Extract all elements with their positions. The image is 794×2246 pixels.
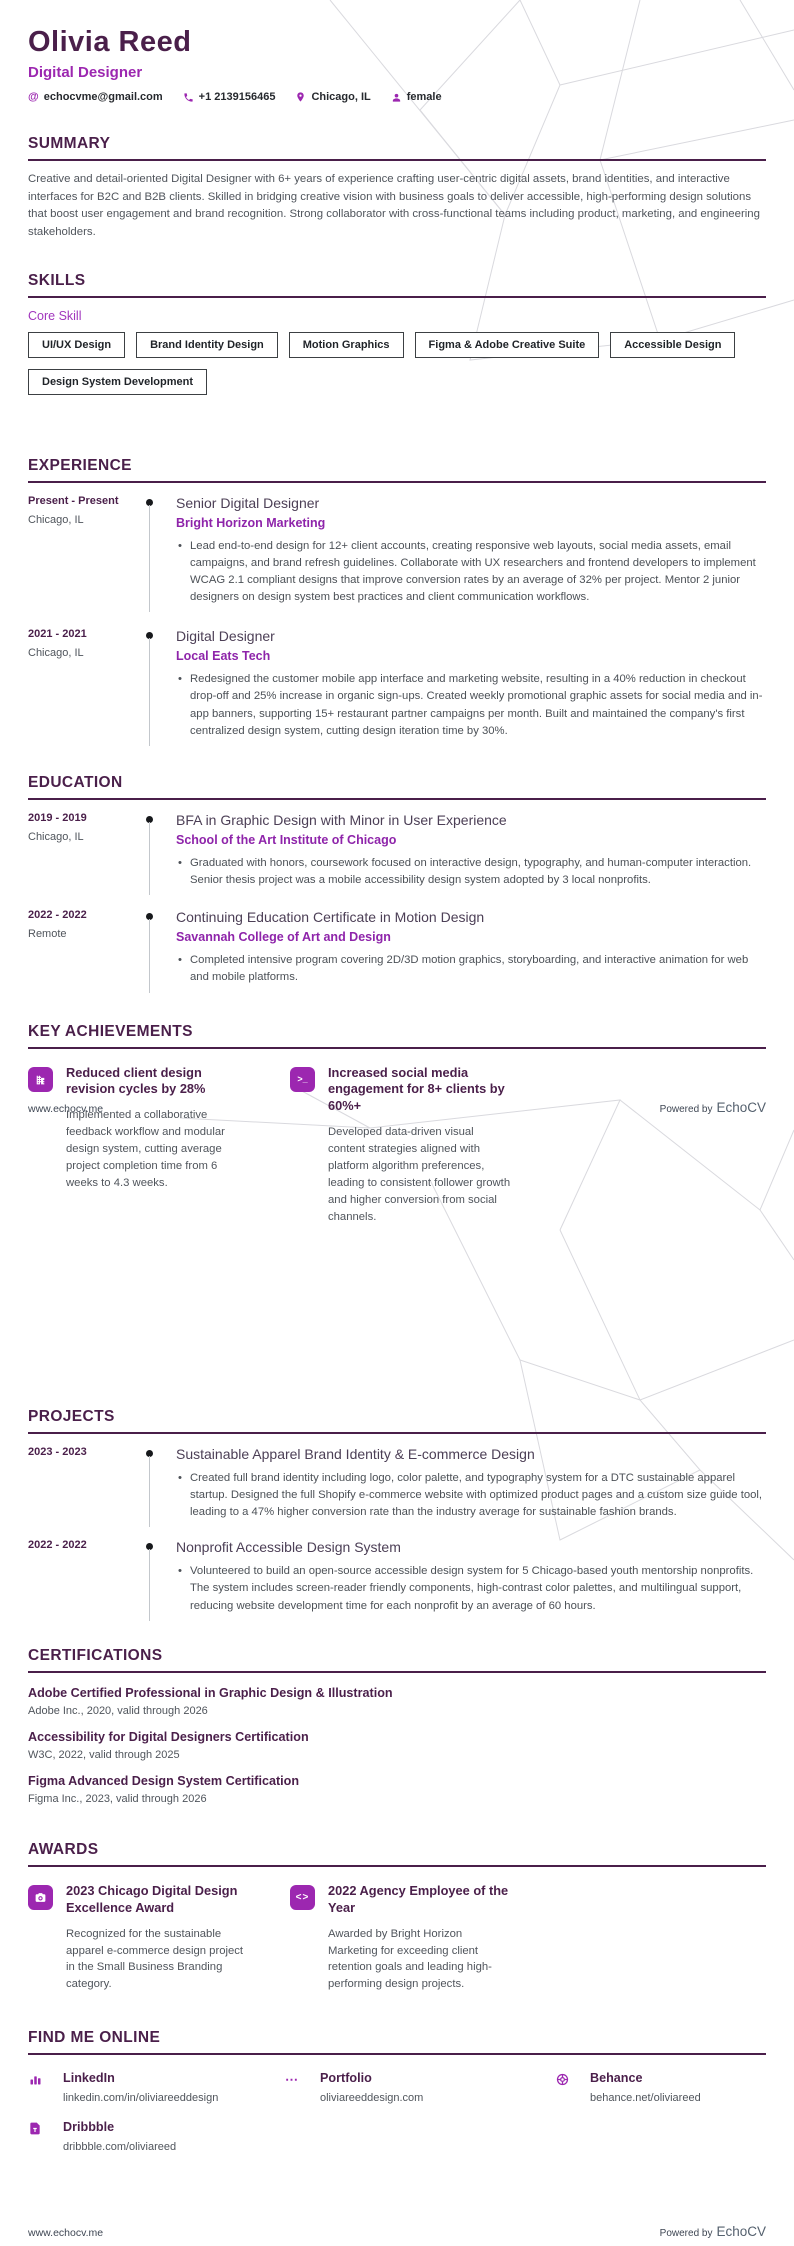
echocv-brand: EchoCV bbox=[716, 1100, 766, 1115]
link-label: LinkedIn bbox=[63, 2071, 115, 2086]
award-text: Awarded by Bright Horizon Marketing for exceeding client retention goals and leading high-performing design projects. bbox=[328, 1927, 492, 1991]
certification-item bbox=[28, 1730, 766, 1761]
link-label: Portfolio bbox=[320, 2071, 372, 2086]
powered-by-text: Powered by bbox=[659, 2228, 713, 2239]
entry-dates: 2022 - 2022 bbox=[28, 1539, 87, 1552]
online-section bbox=[28, 2029, 766, 2153]
entry-bullet: • Created full brand identity including logo, color palette, and typography system for a DTC sustainable apparel startup. Designed the full Shopify e-commerce website with optimized product pages and a custom size guide tool, leading to a 47% higher conversion rate than the industry average for sustainable fashion brands. bbox=[176, 1470, 766, 1521]
skills-section bbox=[28, 272, 766, 395]
award-heading: 2023 Chicago Digital Design Excellence Award bbox=[66, 1882, 238, 1915]
link-portfolio[interactable] bbox=[285, 2071, 555, 2104]
project-entry bbox=[28, 1539, 766, 1614]
contact-phone-text: +1 2139156465 bbox=[198, 91, 276, 103]
experience-entry bbox=[28, 628, 766, 740]
education-title: EDUCATION bbox=[28, 774, 766, 800]
link-label: Behance bbox=[590, 2071, 643, 2086]
entry-school: Savannah College of Art and Design bbox=[176, 930, 391, 945]
page1-footer bbox=[28, 1100, 766, 1115]
timeline-line bbox=[149, 919, 150, 992]
contact-phone bbox=[183, 91, 276, 103]
bar-chart-icon bbox=[28, 2072, 48, 2104]
projects-title: PROJECTS bbox=[28, 1408, 766, 1434]
entry-dates: 2019 - 2019 bbox=[28, 811, 87, 824]
certification-meta: Adobe Inc., 2020, valid through 2026 bbox=[28, 1704, 208, 1717]
header bbox=[28, 26, 766, 103]
camera-icon bbox=[28, 1885, 53, 1910]
entry-bullet: • Lead end-to-end design for 12+ client accounts, creating responsive web layouts, social media assets, email campaigns, and brand refresh guidelines. Collaborate with UX researchers and frontend developers to implement WCAG 2.1 compliant designs that improve conversion rates by an average of 32% per project. Mentor 2 junior designers on design system best practices and client communication workflows. bbox=[176, 538, 766, 607]
certification-item bbox=[28, 1686, 766, 1717]
summary-text: Creative and detail-oriented Digital Designer with 6+ years of experience crafting user-centric digital assets, brand identities, and interactive interfaces for B2C and B2B clients. Skilled in bridging creative vision with business goals to deliver accessible, high-performing design solutions that boost user engagement and brand recognition. Strong collaborator with cross-functional teams including product, marketing, and engineering stakeholders. bbox=[28, 173, 760, 239]
entry-role: Digital Designer bbox=[176, 628, 275, 645]
timeline-line bbox=[149, 1549, 150, 1620]
footer-site-url: www.echocv.me bbox=[28, 2227, 104, 2239]
powered-by-text: Powered by bbox=[659, 1104, 713, 1115]
certification-name: Figma Advanced Design System Certification bbox=[28, 1773, 300, 1788]
achievement-card bbox=[28, 1065, 290, 1226]
link-url: oliviareeddesign.com bbox=[320, 2092, 424, 2105]
contact-email-text: echocvme@gmail.com bbox=[43, 91, 163, 103]
achievement-text: Developed data-driven visual content strategies aligned with platform algorithm preferences, leading to consistent follower growth and higher conversion from social channels. bbox=[328, 1126, 511, 1223]
entry-location: Chicago, IL bbox=[28, 830, 84, 843]
link-linkedin[interactable] bbox=[28, 2071, 285, 2104]
timeline bbox=[146, 909, 176, 986]
skill-chip: Design System Development bbox=[28, 369, 207, 395]
timeline bbox=[146, 628, 176, 740]
timeline-line bbox=[149, 822, 150, 895]
summary-section bbox=[28, 135, 766, 242]
footer-powered bbox=[660, 1100, 766, 1115]
entry-location: Chicago, IL bbox=[28, 513, 84, 526]
certification-meta: W3C, 2022, valid through 2025 bbox=[28, 1748, 180, 1761]
link-dribbble[interactable] bbox=[28, 2120, 285, 2153]
skill-chip: Accessible Design bbox=[610, 332, 735, 358]
entry-location: Chicago, IL bbox=[28, 647, 84, 660]
project-entry bbox=[28, 1446, 766, 1521]
entry-school: School of the Art Institute of Chicago bbox=[176, 832, 397, 847]
file-icon bbox=[28, 2121, 48, 2153]
contact-location-text: Chicago, IL bbox=[311, 91, 371, 103]
contact-row bbox=[28, 91, 766, 103]
contact-email bbox=[28, 91, 163, 103]
entry-bullet: • Graduated with honors, coursework focused on interactive design, typography, and human-computer interaction. Senior thesis project was a mobile accessibility design system adopted by 3 local nonprofits. bbox=[176, 855, 766, 889]
awards-section bbox=[28, 1841, 766, 1994]
link-label: Dribbble bbox=[63, 2120, 115, 2135]
page2-footer bbox=[28, 2224, 766, 2239]
person-icon bbox=[391, 92, 402, 103]
timeline-line bbox=[149, 505, 150, 613]
achievement-card bbox=[290, 1065, 552, 1226]
link-url: linkedin.com/in/oliviareeddesign bbox=[63, 2092, 219, 2105]
skill-chips bbox=[28, 332, 766, 395]
timeline bbox=[146, 1446, 176, 1521]
skills-title: SKILLS bbox=[28, 272, 766, 298]
entry-bullet: • Redesigned the customer mobile app interface and marketing website, resulting in a 40% reduction in checkout drop-off and 25% increase in organic sign-ups. Created weekly promotional graphic assets for social media and in-app banners, supporting 15+ restaurant partner campaigns per month. Built and maintained the company's first centralized design system, cutting design iteration time by 30%. bbox=[176, 671, 766, 740]
terminal-icon: >_ bbox=[290, 1067, 315, 1092]
phone-icon bbox=[183, 92, 194, 103]
timeline bbox=[146, 495, 176, 607]
candidate-title: Digital Designer bbox=[28, 64, 143, 81]
award-card bbox=[28, 1883, 290, 1994]
candidate-name: Olivia Reed bbox=[28, 26, 192, 58]
link-url: dribbble.com/oliviareed bbox=[63, 2141, 177, 2154]
gear-icon bbox=[555, 2072, 575, 2104]
code-icon: <> bbox=[290, 1885, 315, 1910]
email-icon: @ bbox=[28, 91, 39, 103]
entry-company: Local Eats Tech bbox=[176, 649, 271, 664]
entry-degree: Continuing Education Certificate in Motion Design bbox=[176, 909, 485, 926]
achievements-section bbox=[28, 1023, 766, 1226]
education-section bbox=[28, 774, 766, 987]
education-entry bbox=[28, 812, 766, 889]
timeline-line bbox=[149, 638, 150, 746]
experience-entry bbox=[28, 495, 766, 607]
entry-dates: 2023 - 2023 bbox=[28, 1445, 87, 1458]
timeline bbox=[146, 812, 176, 889]
skill-chip: Figma & Adobe Creative Suite bbox=[415, 332, 600, 358]
education-entry bbox=[28, 909, 766, 986]
award-text: Recognized for the sustainable apparel e-commerce design project in the Small Business Branding category. bbox=[66, 1927, 244, 1991]
achievement-text: Implemented a collaborative feedback workflow and modular design system, cutting average project completion time from 6 weeks to 4.3 weeks. bbox=[66, 1109, 225, 1190]
contact-gender-text: female bbox=[406, 91, 442, 103]
certification-meta: Figma Inc., 2023, valid through 2026 bbox=[28, 1792, 207, 1805]
entry-degree: BFA in Graphic Design with Minor in User Experience bbox=[176, 811, 507, 828]
online-title: FIND ME ONLINE bbox=[28, 2029, 766, 2055]
contact-gender bbox=[391, 91, 442, 103]
achievement-heading: Increased social media engagement for 8+ clients by 60%+ bbox=[328, 1064, 505, 1114]
certification-item bbox=[28, 1774, 766, 1805]
ellipsis-icon: ⋯ bbox=[285, 2072, 298, 2088]
timeline-line bbox=[149, 1456, 150, 1527]
achievement-heading: Reduced client design revision cycles by 28% bbox=[66, 1064, 206, 1097]
certifications-section bbox=[28, 1647, 766, 1805]
entry-dates: 2021 - 2021 bbox=[28, 628, 87, 641]
project-name: Nonprofit Accessible Design System bbox=[176, 1539, 401, 1556]
entry-location: Remote bbox=[28, 928, 67, 941]
footer-powered bbox=[660, 2224, 766, 2239]
certification-name: Adobe Certified Professional in Graphic Design & Illustration bbox=[28, 1685, 393, 1700]
project-name: Sustainable Apparel Brand Identity & E-commerce Design bbox=[176, 1445, 535, 1462]
entry-company: Bright Horizon Marketing bbox=[176, 515, 326, 530]
certification-name: Accessibility for Digital Designers Certification bbox=[28, 1729, 309, 1744]
skill-chip: Motion Graphics bbox=[289, 332, 404, 358]
awards-title: AWARDS bbox=[28, 1841, 766, 1867]
echocv-brand: EchoCV bbox=[716, 2224, 766, 2239]
entry-dates: 2022 - 2022 bbox=[28, 909, 87, 922]
entry-dates: Present - Present bbox=[28, 494, 119, 507]
projects-section bbox=[28, 1408, 766, 1615]
achievements-title: KEY ACHIEVEMENTS bbox=[28, 1023, 766, 1049]
summary-title: SUMMARY bbox=[28, 135, 766, 161]
link-behance[interactable] bbox=[555, 2071, 766, 2104]
award-card bbox=[290, 1883, 552, 1994]
entry-role: Senior Digital Designer bbox=[176, 494, 320, 511]
location-icon bbox=[295, 91, 306, 103]
skills-group-label: Core Skill bbox=[28, 308, 82, 323]
experience-title: EXPERIENCE bbox=[28, 457, 766, 483]
footer-site-url: www.echocv.me bbox=[28, 1103, 104, 1115]
award-heading: 2022 Agency Employee of the Year bbox=[328, 1882, 509, 1915]
link-url: behance.net/oliviareed bbox=[590, 2092, 701, 2105]
timeline bbox=[146, 1539, 176, 1614]
skill-chip: Brand Identity Design bbox=[136, 332, 278, 358]
entry-bullet: • Volunteered to build an open-source accessible design system for 5 Chicago-based youth mentorship nonprofits. The system includes screen-reader friendly components, high-contrast color palettes, and multilingual support, reducing website development time for each nonprofit by an average of 60 hours. bbox=[176, 1563, 766, 1614]
skill-chip: UI/UX Design bbox=[28, 332, 125, 358]
certifications-title: CERTIFICATIONS bbox=[28, 1647, 766, 1673]
contact-location bbox=[295, 91, 370, 103]
building-icon bbox=[28, 1067, 53, 1092]
entry-bullet: • Completed intensive program covering 2D/3D motion graphics, storyboarding, and interactive animation for web and mobile platforms. bbox=[176, 952, 766, 986]
experience-section bbox=[28, 457, 766, 740]
